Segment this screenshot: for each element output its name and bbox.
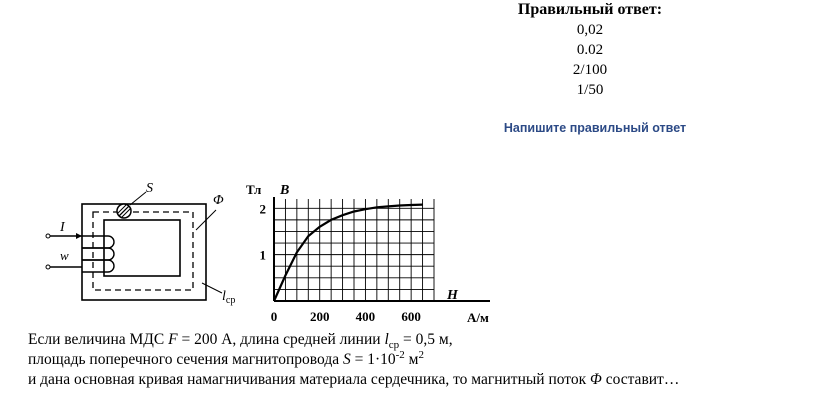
label-Phi: Φ [213, 193, 224, 208]
magnetization-curve-chart [260, 197, 491, 324]
x-tick-label: 0 [270, 309, 278, 324]
x-tick-label: 200 [309, 309, 330, 324]
y-tick-label: 2 [259, 201, 266, 217]
x-axis-unit: А/м [467, 310, 489, 325]
answer-item: 0.02 [576, 42, 604, 58]
problem-text [28, 330, 679, 390]
mean-flux-path [93, 212, 193, 290]
x-tick-label: 600 [401, 309, 421, 324]
x-axis-variable: H [447, 288, 458, 303]
magnetization-curve-line [274, 205, 423, 301]
y-axis-unit: Тл [246, 182, 262, 197]
y-axis-variable: B [280, 183, 290, 198]
problem-line-3: и дана основная кривая намагничивания материала сердечника, то магнитный поток Φ составит… [28, 371, 680, 388]
label-S: S [146, 181, 153, 196]
answer-item: 1/50 [576, 82, 604, 98]
magnetic-circuit-figure [0, 170, 510, 330]
answer-item: 0,02 [576, 22, 604, 38]
correct-answers-block [440, 0, 740, 100]
answer-item: 2/100 [572, 62, 608, 78]
y-tick-label: 1 [259, 247, 266, 263]
label-l-mean: $l_{ср}$ [222, 289, 236, 306]
x-tick-label: 400 [355, 309, 376, 324]
correct-answer-title: Правильный ответ: [517, 1, 663, 18]
label-w: w [60, 248, 69, 263]
write-answer-hint: Напишите правильный ответ [503, 121, 687, 135]
problem-line-1: Если величина МДС F = 200 А, длина средней линии $l_{ср} = 0,5$ м, [28, 331, 453, 352]
magnetic-core [82, 204, 206, 300]
cross-section-symbol [117, 204, 131, 218]
problem-line-2: площадь поперечного сечения магнитопровода $S = 1\cdot 10^{-2}$ $м^2$ [28, 348, 424, 368]
label-I: I [60, 220, 65, 235]
